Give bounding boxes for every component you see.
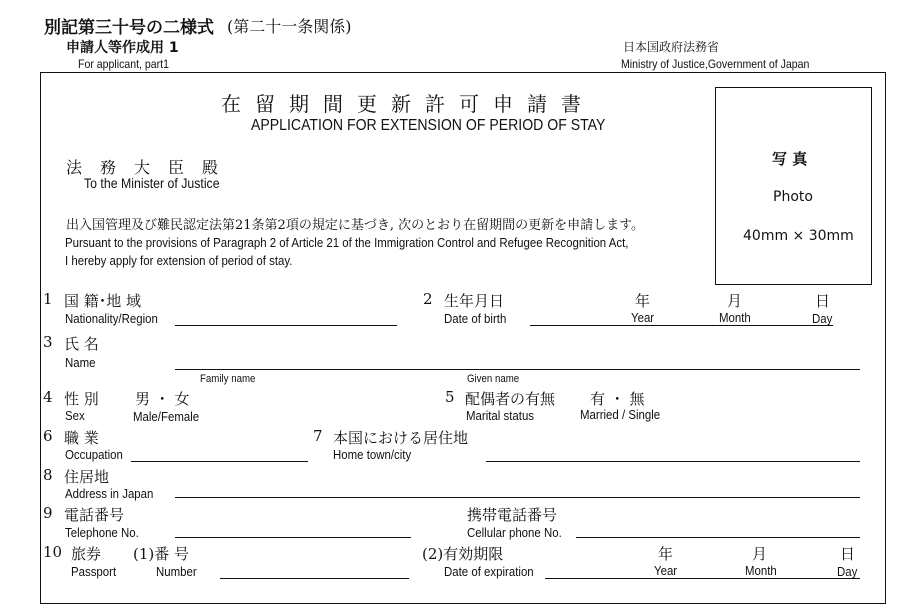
form-article: (第二十一条関係) xyxy=(227,17,352,36)
marital-label-ja: 配偶者の有無 xyxy=(465,390,556,408)
title-en: APPLICATION FOR EXTENSION OF PERIOD OF STAY xyxy=(251,117,606,134)
nationality-label-en: Nationality/Region xyxy=(65,311,158,326)
field-num-9: 9 xyxy=(43,504,53,522)
field-num-10: 10 xyxy=(43,543,63,561)
addressee-ja: 法務大臣殿 xyxy=(66,158,237,177)
field-num-8: 8 xyxy=(43,466,53,484)
nationality-label-ja: 国 籍･地 域 xyxy=(64,292,142,310)
field-num-6: 6 xyxy=(43,427,53,445)
dob-year-ja: 年 xyxy=(635,292,651,310)
addressee-en: To the Minister of Justice xyxy=(84,175,220,191)
telephone-label-ja: 電話番号 xyxy=(64,506,125,524)
given-name-label: Given name xyxy=(467,373,520,385)
sex-label-ja: 性 別 xyxy=(64,390,99,408)
field-num-1: 1 xyxy=(43,290,53,308)
dob-day-en: Day xyxy=(812,311,833,326)
nationality-input-line[interactable] xyxy=(175,325,397,326)
occupation-label-ja: 職 業 xyxy=(64,429,99,447)
passport-number-label-ja: (1)番 号 xyxy=(133,545,190,563)
expiry-day-ja: 日 xyxy=(840,545,856,563)
marital-label-en: Marital status xyxy=(466,408,535,423)
photo-label-en: Photo xyxy=(773,189,813,205)
dob-month-en: Month xyxy=(719,310,751,325)
name-label-en: Name xyxy=(65,355,96,370)
name-input-line[interactable] xyxy=(175,369,860,370)
field-num-5: 5 xyxy=(445,388,455,406)
dob-month-ja: 月 xyxy=(727,292,743,310)
occupation-label-en: Occupation xyxy=(65,447,123,462)
dob-label-en: Date of birth xyxy=(444,311,507,326)
title-ja: 在留期間更新許可申請書 xyxy=(221,92,595,116)
expiry-month-en: Month xyxy=(745,563,777,578)
passport-expiry-label-en: Date of expiration xyxy=(444,564,534,579)
expiry-day-en: Day xyxy=(837,564,858,579)
ministry-ja: 日本国政府法務省 xyxy=(623,40,720,54)
dob-year-en: Year xyxy=(631,310,655,325)
statement-en-2: I hereby apply for extension of period of stay. xyxy=(65,253,293,268)
dob-input-line[interactable] xyxy=(530,325,833,326)
expiry-month-ja: 月 xyxy=(752,545,768,563)
applicant-form-ja: 申請人等作成用 1 xyxy=(66,40,179,56)
hometown-label-en: Home town/city xyxy=(333,447,412,462)
cellular-input-line[interactable] xyxy=(576,537,860,538)
passport-number-input-line[interactable] xyxy=(220,578,409,579)
name-label-ja: 氏 名 xyxy=(64,335,99,353)
statement-ja: 出入国管理及び難民認定法第21条第2項の規定に基づき, 次のとおり在留期間の更新を申請します。 xyxy=(66,218,645,233)
photo-box xyxy=(715,87,872,285)
dob-label-ja: 生年月日 xyxy=(444,292,505,310)
occupation-input-line[interactable] xyxy=(131,461,308,462)
expiry-input-line[interactable] xyxy=(545,578,860,579)
passport-expiry-label-ja: (2)有効期限 xyxy=(422,545,504,563)
address-input-line[interactable] xyxy=(175,497,860,498)
family-name-label: Family name xyxy=(200,373,256,385)
expiry-year-ja: 年 xyxy=(658,545,674,563)
form-number: 別記第三十号の二様式 xyxy=(44,18,214,38)
field-num-4: 4 xyxy=(43,388,53,406)
address-label-ja: 住居地 xyxy=(64,468,110,486)
marital-options-en: Married / Single xyxy=(580,407,661,422)
address-label-en: Address in Japan xyxy=(65,486,154,501)
hometown-label-ja: 本国における居住地 xyxy=(333,429,469,447)
ministry-en: Ministry of Justice,Government of Japan xyxy=(621,57,810,71)
telephone-label-en: Telephone No. xyxy=(65,525,139,540)
passport-number-label-en: Number xyxy=(156,564,197,579)
field-num-7: 7 xyxy=(313,427,323,445)
marital-options-ja[interactable]: 有 ・ 無 xyxy=(590,390,645,408)
expiry-year-en: Year xyxy=(654,563,678,578)
passport-label-en: Passport xyxy=(71,564,117,579)
field-num-2: 2 xyxy=(423,290,433,308)
telephone-input-line[interactable] xyxy=(175,537,411,538)
cellular-label-ja: 携帯電話番号 xyxy=(467,506,558,524)
applicant-form-en: For applicant, part1 xyxy=(78,57,169,71)
cellular-label-en: Cellular phone No. xyxy=(467,525,562,540)
photo-size: 40mm × 30mm xyxy=(743,228,854,244)
photo-label-ja: 写 真 xyxy=(772,150,808,168)
passport-label-ja: 旅券 xyxy=(71,545,102,563)
sex-label-en: Sex xyxy=(65,408,85,423)
dob-day-ja: 日 xyxy=(815,292,831,310)
hometown-input-line[interactable] xyxy=(486,461,860,462)
field-num-3: 3 xyxy=(43,333,53,351)
sex-options-ja[interactable]: 男 ・ 女 xyxy=(135,390,190,408)
statement-en-1: Pursuant to the provisions of Paragraph 2 of Article 21 of the Immigration Control and Refugee Recognition Act, xyxy=(65,235,629,250)
sex-options-en: Male/Female xyxy=(133,409,200,424)
